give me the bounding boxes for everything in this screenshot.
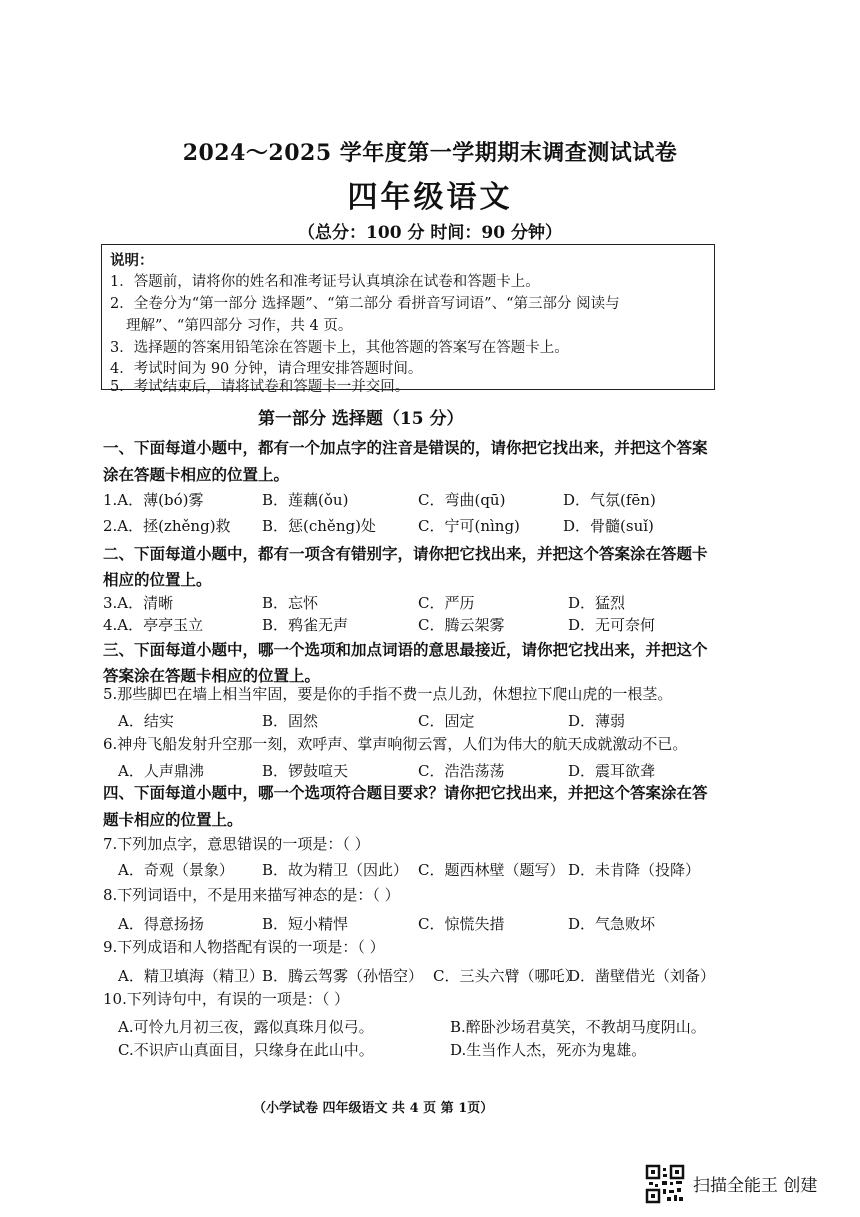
q9-stem: 9.下列成语和人物搭配有误的一项是：（ ） <box>103 938 385 956</box>
qr-code-icon <box>645 1164 685 1204</box>
q7-option-a: A．奇观（景象） <box>118 861 234 879</box>
instruction-line: 理解”、“第四部分 习作，共 4 页。 <box>126 318 353 334</box>
instructions-box <box>101 244 715 395</box>
instruction-line: 3．选择题的答案用铅笔涂在答题卡上，其他答题的答案写在答题卡上。 <box>110 340 569 356</box>
section4-heading: 题卡相应的位置上。 <box>103 810 243 829</box>
q9-option-c: C．三头六臂（哪吒） <box>433 967 580 985</box>
q8-option-a: A．得意扬扬 <box>118 915 204 933</box>
scanner-watermark: 扫描全能王 创建 <box>693 1176 818 1196</box>
q6-option-d: D．震耳欲聋 <box>568 762 656 780</box>
q5-option-d: D．薄弱 <box>568 712 626 730</box>
section2-heading: 相应的位置上。 <box>103 570 212 589</box>
q6-stem: 6.神舟飞船发射升空那一刻，欢呼声、掌声响彻云霄，人们为伟大的航天成就激动不已。 <box>103 735 688 753</box>
q2-option-c: C．宁可(nìng) <box>418 517 520 535</box>
q1-option-a: 1.A．薄(bó)雾 <box>103 491 204 509</box>
q1-option-d: D．气氛(fēn) <box>563 491 656 509</box>
q8-stem: 8.下列词语中，不是用来描写神态的是：（ ） <box>103 886 400 904</box>
section3-heading: 三、下面每道小题中，哪一个选项和加点词语的意思最接近，请你把它找出来，并把这个 <box>103 640 708 659</box>
part1-title: 第一部分 选择题（15 分） <box>258 409 464 429</box>
q5-option-b: B．固然 <box>262 712 319 730</box>
q5-option-c: C．固定 <box>418 712 475 730</box>
q4-option-b: B．鸦雀无声 <box>262 616 349 634</box>
q3-option-c: C．严历 <box>418 594 475 612</box>
q9-option-d: D．凿壁借光（刘备） <box>568 967 716 985</box>
q2-option-b: B．惩(chěng)处 <box>262 517 376 535</box>
q5-stem: 5.那些脚巴在墙上相当牢固，要是你的手指不费一点儿劲，休想拉下爬山虎的一根茎。 <box>103 685 673 703</box>
q2-option-d: D．骨髓(suǐ) <box>563 517 654 535</box>
q3-option-a: 3.A．清晰 <box>103 594 174 612</box>
page-footer: （小学试卷 四年级语文 共 4 页 第 1页） <box>253 1101 494 1116</box>
section3-heading: 答案涂在答题卡相应的位置上。 <box>103 666 321 685</box>
q10-option-c: C.不识庐山真面目，只缘身在此山中。 <box>118 1041 374 1059</box>
score-time: （总分：100 分 时间：90 分钟） <box>298 223 562 243</box>
q8-option-d: D．气急败坏 <box>568 915 656 933</box>
q6-option-b: B．锣鼓喧天 <box>262 762 349 780</box>
section4-heading: 四、下面每道小题中，哪一个选项符合题目要求？请你把它找出来，并把这个答案涂在答 <box>103 783 708 802</box>
instruction-line: 2．全卷分为“第一部分 选择题”、“第二部分 看拼音写词语”、“第三部分 阅读与 <box>110 296 620 312</box>
q4-option-a: 4.A．亭亭玉立 <box>103 616 204 634</box>
q8-option-c: C．惊慌失措 <box>418 915 505 933</box>
q6-option-a: A．人声鼎沸 <box>118 762 204 780</box>
q7-option-d: D．未肯降（投降） <box>568 861 701 879</box>
q7-option-b: B．故为精卫（因此） <box>262 861 409 879</box>
instruction-line: 1．答题前，请将你的姓名和准考证号认真填涂在试卷和答题卡上。 <box>110 274 540 290</box>
section1-heading: 涂在答题卡相应的位置上。 <box>103 465 290 484</box>
q9-option-a: A．精卫填海（精卫） <box>118 967 264 985</box>
subject-title: 四年级语文 <box>347 180 513 215</box>
q10-option-d: D.生当作人杰，死亦为鬼雄。 <box>450 1041 647 1059</box>
q10-stem: 10.下列诗句中，有误的一项是：（ ） <box>103 990 350 1008</box>
instructions-heading: 说明： <box>110 252 154 269</box>
q2-option-a: 2.A．拯(zhěng)救 <box>103 517 231 535</box>
q3-option-b: B．忘怀 <box>262 594 319 612</box>
q7-option-c: C．题西林壁（题写） <box>418 861 565 879</box>
q1-option-b: B．莲藕(ǒu) <box>262 491 349 509</box>
q1-option-c: C．弯曲(qū) <box>418 491 506 509</box>
q4-option-d: D．无可奈何 <box>568 616 656 634</box>
q8-option-b: B．短小精悍 <box>262 915 349 933</box>
q5-option-a: A．结实 <box>118 712 174 730</box>
section2-heading: 二、下面每道小题中，都有一项含有错别字，请你把它找出来，并把这个答案涂在答题卡 <box>103 544 708 563</box>
q6-option-c: C．浩浩荡荡 <box>418 762 505 780</box>
q10-option-b: B.醉卧沙场君莫笑，不教胡马度阴山。 <box>450 1018 706 1036</box>
q3-option-d: D．猛烈 <box>568 594 626 612</box>
q10-option-a: A.可怜九月初三夜，露似真珠月似弓。 <box>118 1018 374 1036</box>
exam-title: 2024～2025 学年度第一学期期末调查测试试卷 <box>182 140 678 166</box>
q4-option-c: C．腾云架雾 <box>418 616 505 634</box>
q7-stem: 7.下列加点字，意思错误的一项是：（ ） <box>103 835 370 853</box>
instruction-line: 4．考试时间为 90 分钟，请合理安排答题时间。 <box>110 361 423 377</box>
q9-option-b: B．腾云驾雾（孙悟空） <box>262 967 424 985</box>
section1-heading: 一、下面每道小题中，都有一个加点字的注音是错误的，请你把它找出来，并把这个答案 <box>103 438 708 457</box>
instruction-line: 5．考试结束后，请将试卷和答题卡一并交回。 <box>110 379 410 395</box>
